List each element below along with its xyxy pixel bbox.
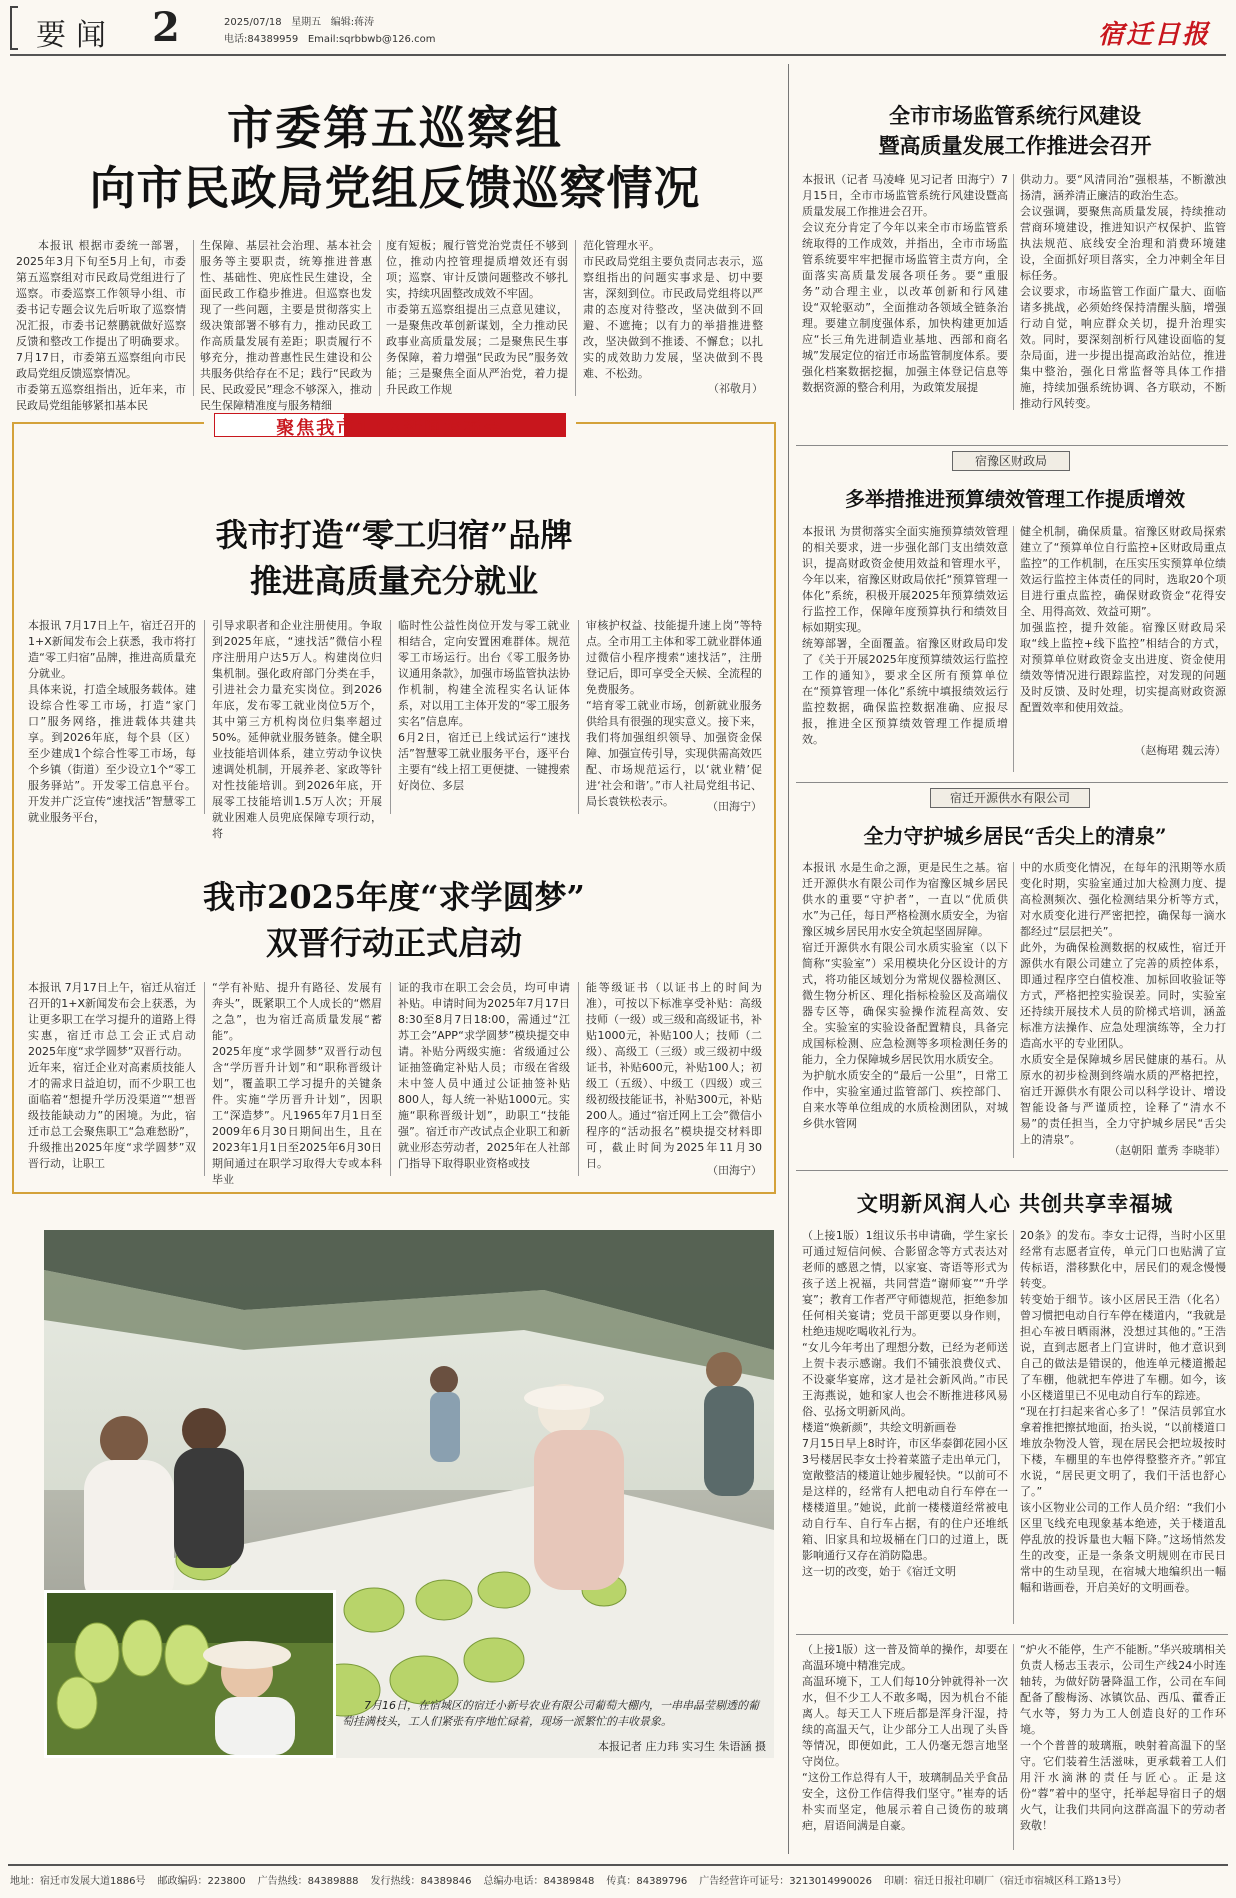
dream-divider-1 bbox=[204, 982, 205, 1176]
footer-rule bbox=[8, 1864, 1228, 1866]
header-rule bbox=[10, 54, 1226, 56]
gig-col-2: 引导求职者和企业注册使用。争取到2025年底，“速找活”微信小程序注册用户达5万人。构建岗位归集机制。强化政府部门分类在手，引进社会力量充实岗位。到2026年底，发布零工就业岗位5万个，其中第三方机构岗位归集率超过50%。延伸就业服务链条。健全职业技能培训体系，建立劳动争议快速调处机制，开展养老、家政等针对性技能培训。到2026年底，开展零工技能培训1.5万人次；开展就业困难人员兜底保障专项行动，将 bbox=[212, 619, 382, 840]
footer-distribution: 发行热线：84389846 bbox=[370, 1876, 472, 1887]
budget-divider bbox=[1013, 526, 1014, 772]
market-col-2: 供动力。要“风清同治”强根基，不断激浊扬清，涵养清正廉洁的政治生态。 会议强调，要聚焦高质量发展，持续推动营商环境建设，推进知识产权保护、监管执法规范、底线安全治理和消费环境建设，全面抓好项目落实，全力冲刺全年目标任务。 会议要求，市场监管工作面广量大、面临诸多挑战，必须始终保持清醒头脑，增强行动自觉，响应群众关切，提升治理实效。同时，要深刻剖析行风建设面临的复杂局面，进一步提出提高政治站位，推进集中整治，强化日常监督等具体工作措施，持续加强系统协调、各方联动，不断推动行风转变。 bbox=[1020, 173, 1226, 410]
civil-col-2: 20条》的发布。李女士记得，当时小区里经常有志愿者宣传，单元门口也贴满了宣传标语，潜移默化中，居民们的观念慢慢转变。 转变始于细节。该小区居民王浩（化名）曾习惯把电动自行车停在楼道内，“我就是担心车被日晒雨淋，没想过其他的。”王浩说，直到志愿者上门宣讲时，他才意识到自己的做法是错误的，他连单元楼道搬起了车棚，他就把车停进了车棚。如今，该小区楼道里已不见电动自行车的踪迹。 “现在打扫起来省心多了！”保洁员郭宜水拿着推把擦拭地面，抬头说，“以前楼道口堆放杂物没人管，现在居民会把垃圾按时下楼，车棚里的车也停得整整齐齐。”郭宜水说，“居民更文明了，我们干活也舒心了。” 该小区物业公司的工作人员介绍：“我们小区里飞线充电现象基本绝迹，关于楼道乱停乱放的投诉量也大幅下降。”这场悄然发生的改变，正是一条条文明规则在市民日常中的生动呈现，在宿城大地编织出一幅幅和谐画卷，开启美好的文明画卷。 bbox=[1020, 1229, 1226, 1594]
civil-title: 文明新风润人心 共创共享幸福城 bbox=[856, 1191, 1174, 1216]
focus-banner bbox=[204, 412, 576, 438]
header-phone: 电话:84389959 bbox=[224, 34, 299, 45]
budget-tag: 宿豫区财政局 bbox=[952, 451, 1070, 471]
header-date: 2025/07/18 bbox=[224, 17, 282, 28]
civil-col-1: （上接1版）1组议乐书申请确，学生家长可通过短信问候、合影留念等方式表达对老师的感恩之情，以家宴、寄语等形式为孩子送上祝福，共同营造“谢师宴”“升学宴”；教育工作者严守师德规范，拒绝参加任何相关宴请；党员干部更要以身作则，杜绝违规吃喝收礼行为。 “女儿今年考出了理想分数，已经为老师送上贺卡表示感谢。我们不铺张浪费仪式、不设豪华宴席，这才是社会新风尚。”市民王海燕说，她和家人也会不断推进移风易俗、弘扬文明新风尚。 楼道“焕新颜”，共绘文明新画卷 7月15日早上8时许，市区华泰御花园小区3号楼居民李女士拎着菜篮子走出单元门，宽敞整洁的楼道让她步履轻快。“以前可不是这样的，经常有人把电动自行车停在一楼楼道里。”她说，此前一楼楼道经常被电动自行车、自行车占据，有的住户还堆纸箱、旧家具和垃圾桶在门口的过道上，既影响通行又存在消防隐患。 这一切的改变，始于《宿迁文明 bbox=[802, 1229, 1008, 1578]
gig-divider-3 bbox=[578, 620, 579, 814]
lead-col-3: 度有短板；履行管党治党责任不够到位，推动内控管理提质增效还有弱项；巡察、审计反馈问题整改不够扎实，持续巩固整改成效不牢固。 市委第五巡察组提出三点意见建议，一是聚焦改革创新谋划，全力推动民政事业高质量发展；二是聚焦民生事务保障，着力增强“民政为民”服务效能；三是聚焦全面从严治党，着力提升民政工作规 bbox=[386, 239, 568, 396]
gig-col-1: 本报讯 7月17日上午，宿迁召开的1+X新闻发布会上获悉，我市将打造“零工归宿”品牌，推进高质量充分就业。 具体来说，打造全域服务载体。建设综合性零工市场，打造“家门口”服务网络，推进载体共建共享。到2026年底，每个县（区）至少建成1个综合性零工市场，每个乡镇（街道）至少设立1个“零工服务驿站”。开发零工信息平台。开发并广泛宣传“速找活”智慧零工就业服务平台， bbox=[28, 619, 196, 824]
main-divider bbox=[788, 64, 789, 1854]
header-editor: 编辑:蒋涛 bbox=[330, 17, 375, 28]
civil-divider-2 bbox=[1013, 1644, 1014, 1850]
water-col-1: 本报讯 水是生命之源，更是民生之基。宿迁开源供水有限公司作为宿豫区城乡居民供水的重要“守护者”，一直以“优质供水”为己任，每日严格检测水质安全，为宿豫区城乡居民用水安全筑起坚固屏障。 宿迁开源供水有限公司水质实验室（以下简称“实验室”）采用模块化分区设计的方式，将功能区域划分为常规仪器检测区、微生物分析区、理化指标检验区及高端仪器专区等，确保实验操作流程高效、安全。实验室的实验设备配置精良，具备完成国标检测、应急检测等多项检测任务的能力，全力保障城乡居民饮用水质安全。 为护航水质安全的“最后一公里”，日常工作中，实验室通过监管部门、疾控部门、自来水等单位组成的水质检测团队，对城乡供水管网 bbox=[802, 861, 1008, 1130]
footer-postcode: 邮政编码：223800 bbox=[157, 1876, 246, 1887]
water-title: 全力守护城乡居民“舌尖上的清泉” bbox=[863, 824, 1167, 848]
budget-byline: （赵梅珺 魏云涛） bbox=[1134, 744, 1226, 757]
market-title-line1: 全市市场监管系统行风建设 bbox=[889, 103, 1141, 128]
civil-col-4: “炉火不能停，生产不能断。”华兴玻璃相关负责人杨志玉表示，公司生产线24小时连轴转，为做好防暑降温工作，公司在车间配备了酸梅汤、冰镇饮品、西瓜、藿香正气水等，努力为工人创造良好的工作环境。 一个个普普的玻璃瓶，映射着高温下的坚守。它们装着生活滋味，更承载着工人们用汗水滴淋的责任与匠心。正是这份“蓉”着中的坚守，托举起导宿日子的烟火气，让我们共同向这群高温下的劳动者致敬！ bbox=[1020, 1643, 1226, 1832]
market-bottom-rule bbox=[796, 445, 1228, 446]
budget-col-1: 本报讯 为贯彻落实全面实施预算绩效管理的相关要求，进一步强化部门支出绩效意识，提高财政资金使用效益和管理水平，今年以来，宿豫区财政局依托“预算管理一体化”系统，积极开展2025年预算绩效运行监控工作，保障年度预算执行和绩效目标如期实现。 统筹部署，全面覆盖。宿豫区财政局印发了《关于开展2025年度预算绩效运行监控工作的通知》，要求全区所有预算单位在“预算管理一体化”系统中填报绩效运行监控数据，确保监控数据准确、应报尽报，推进全区预算绩效管理工作提质增效。 bbox=[802, 525, 1008, 746]
dream-divider-2 bbox=[390, 982, 391, 1176]
lead-title-line1: 市委第五巡察组 bbox=[227, 101, 563, 155]
budget-col-2: 健全机制，确保质量。宿豫区财政局探索建立了“预算单位自行监控+区财政局重点监控”的工作机制，在压实压实预算单位绩效运行监控主体责任的同时，选取20个项目进行重点监控，确保财政资金“花得安全、用得高效、效益可期”。 加强监控，提升效能。宿豫区财政局采取“线上监控+线下监控”相结合的方式，对预算单位财政资金支出进度、资金使用绩效等情况进行跟踪监控，对发现的问题及时反馈、及时处理，切实提高财政资源配置效率和使用效益。 bbox=[1020, 525, 1226, 714]
footer-fax: 传真：84389796 bbox=[606, 1876, 688, 1887]
dream-col-4: 能等级证书（以证书上的时间为准），可按以下标准享受补贴：高级技师（一级）或三级和高级证书，补贴1000元，补贴100人；技师（二级）、高级工（三级）或三级初中级证书，补贴600元，补贴100人；初级工（五级）、中级工（四级）或三级初级技能证书，补贴300元，补贴200人。通过“宿迁网上工会”微信小程序的“活动报名”模块提交材料即可，截止时间为2025年11月30日。 bbox=[586, 981, 762, 1170]
dream-col-2: “学有补贴、提升有路径、发展有奔头”，既紧职工个人成长的“燃眉之急”，也为宿迁高质量发展“蓄能”。 2025年度“求学圆梦”双晋行动包含“学历晋升计划”和“职称晋级计划”，覆盖职工学习提升的关键条件。实施“学历晋升计划”，因职工“深造梦”。凡1965年7月1日至2009年6月30日期间出生，且在2023年1月1日至2025年6月30日期间通过在职学习取得大专或本科毕业 bbox=[212, 981, 382, 1186]
gig-byline: （田海宁） bbox=[707, 800, 762, 813]
water-byline: （赵朝阳 董秀 李晓菲） bbox=[1109, 1144, 1226, 1157]
lead-col-1: 本报讯 根据市委统一部署，2025年3月下旬至5月上旬，市委第五巡察组对市民政局党组进行了巡察。市委巡察工作领导小组、市委书记专题会议先后听取了巡察情况汇报，市委书记蔡鹏就做好巡察反馈和整改工作提出了明确要求。7月17日，市委第五巡察组向市民政局党组反馈巡察情况。 市委第五巡察组指出，近年来，市民政局党组能够紧扣基本民 bbox=[16, 239, 186, 412]
budget-bottom-rule bbox=[796, 782, 1228, 783]
gig-col-3: 临时性公益性岗位开发与零工就业相结合，定向安置困难群体。规范零工市场运行。出台《零工服务协议通用条款》，加强市场监管执法协作机制，构建全流程实名认证体系，对以用工主体开发的“零工服务实名”信息库。 6月2日，宿迁已上线试运行“速找活”智慧零工就业服务平台，逐平台主要有“线上招工更便捷、一键搜索好岗位、多层 bbox=[398, 619, 570, 792]
grape-inset-photo bbox=[44, 1590, 336, 1758]
page-header bbox=[0, 0, 1236, 58]
grape-harvest-photo bbox=[44, 1230, 774, 1758]
budget-title: 多举措推进预算绩效管理工作提质增效 bbox=[845, 487, 1185, 511]
civil-bottom-rule bbox=[796, 1634, 1228, 1635]
section-name: 要闻 bbox=[36, 18, 116, 53]
header-weekday: 星期五 bbox=[291, 17, 322, 28]
footer-ad-hotline: 广告热线：84389888 bbox=[257, 1876, 359, 1887]
market-title-line2: 暨高质量发展工作推进会召开 bbox=[878, 133, 1152, 158]
footer-ad-license: 广告经营许可证号：3213014990026 bbox=[699, 1876, 872, 1887]
gig-title-line1: 我市打造“零工归宿”品牌 bbox=[215, 516, 573, 554]
dream-col-3: 证的我市在职工会会员，均可申请补贴。申请时间为2025年7月17日8:30至8月7日18:00，需通过“江苏工会”APP“求学圆梦”模块提交申请。补贴分两级实施：省级通过公证抽签确定补贴人员；市级在省级未中签人员中通过公证抽签补贴800人，每人统一补贴1000元。实施“职称晋级计划”，助职工“技能强”。宿迁市产改试点企业职工和新就业形态劳动者，2025年在人社部门指导下取得职业资格或技 bbox=[398, 981, 570, 1170]
inset-illustration bbox=[47, 1593, 333, 1755]
masthead-logo: 宿迁日报 bbox=[1098, 20, 1211, 50]
footer-printer: 印刷：宿迁日报社印刷厂（宿迁市宿城区科工路13号） bbox=[883, 1876, 1127, 1887]
lead-col-4: 范化管理水平。 市民政局党组主要负责同志表示，巡察组指出的问题实事求是、切中要害，深刻到位。市民政局党组将以严肃的态度对待整改，坚决做到不回避、不遮掩；以有力的举措推进整改，坚决做到不推诿、不懈怠；以扎实的成效助力发展，坚决做到不畏难、不松劲。 bbox=[583, 239, 763, 380]
header-meta-line2 bbox=[224, 30, 435, 45]
dream-title-line2: 双晋行动正式启动 bbox=[265, 924, 522, 962]
footer bbox=[10, 1872, 1230, 1887]
footer-address: 地址：宿迁市发展大道1886号 bbox=[10, 1876, 146, 1887]
market-divider bbox=[1013, 174, 1014, 410]
lead-divider-2 bbox=[379, 240, 380, 396]
header-email: Email:sqrbbwb@126.com bbox=[307, 34, 436, 45]
photo-caption: 7月16日，在宿城区的宿迁小新号农业有限公司葡萄大棚内，一串串晶莹剔透的葡萄挂满枝头，工人们紧张有序地忙碌着，现场一派繁忙的丰收景象。 bbox=[342, 1699, 759, 1728]
water-tag: 宿迁开源供水有限公司 bbox=[930, 788, 1090, 808]
dream-title-line1: 我市2025年度“求学圆梦” bbox=[203, 878, 585, 916]
header-left-bracket bbox=[10, 6, 18, 50]
market-col-1: 本报讯（记者 马凌峰 见习记者 田海宁）7月15日，全市市场监管系统行风建设暨高质量发展工作推进会召开。 会议充分肯定了今年以来全市市场监管系统取得的工作成效，并指出，全市市场监管系统要牢牢把握市场监管主责方向，全面落实高质量发展各项任务。要“重服务”动合理主业，以改革创新和行风建设“双轮驱动”，全面推动各领域全链条治理。要建立制度强体系，加快构建更加适应“长三角先进制造业基地、西部和商名城”发展定位的宿迁市场监管制度体系。要强化档案数据挖掘，加强主体登记信息等数据资源的整合利用，为政策发展提 bbox=[802, 173, 1008, 394]
dream-divider-3 bbox=[578, 982, 579, 1176]
water-bottom-rule bbox=[796, 1170, 1228, 1171]
dream-col-1: 本报讯 7月17日上午，宿迁从宿迁召开的1+X新闻发布会上获悉，为让更多职工在学习提升的道路上得实惠，宿迁市总工会正式启动2025年度“求学圆梦”双晋行动。 近年来，宿迁企业对高素质技能人才的需求日益迫切，而不少职工也面临着“想提升学历没渠道”“想晋级技能缺动力”的困境。为此，宿迁市总工会聚焦职工“急难愁盼”，升级推出2025年度“求学圆梦”双晋行动，让职工 bbox=[28, 981, 196, 1170]
lead-col-2: 生保障、基层社会治理、基本社会服务等主要职责，统筹推进普惠性、基础性、兜底性民生建设，全面民政工作稳步推进。但巡察也发现了一些问题，主要是贯彻落实上级决策部署不够有力，推动民政工作高质量发展有差距；职责履行不够充分，推动普惠性民生建设和公共服务供给存在不足；践行“民政为民、民政爱民”理念不够深入，推动民生保障精准度与服务精细 bbox=[200, 239, 372, 412]
gig-divider-1 bbox=[204, 620, 205, 814]
civil-divider bbox=[1013, 1230, 1014, 1624]
dream-byline: （田海宁） bbox=[707, 1164, 762, 1177]
water-divider bbox=[1013, 862, 1014, 1158]
lead-divider-1 bbox=[193, 240, 194, 396]
water-col-2: 中的水质变化情况，在每年的汛期等水质变化时期，实验室通过加大检测力度、提高检测频次、强化检测结果分析等方式，对水质变化进行严密把控，确保每一滴水都经过“层层把关”。 此外，为确保检测数据的权威性，宿迁开源供水有限公司建立了完善的质控体系，即通过程序空白值校准、加标回收验证等方式，严格把控实验误差。同时，实验室还持续开展技术人员的阶梯式培训，涵盖标准方法操作、应急处理演练等，全力打造高水平的专业团队。 水质安全是保障城乡居民健康的基石。从原水的初步检测到终端水质的严格把控，宿迁开源供水有限公司以科学设计、增设智能设备与严谨质控，诠释了“清水不易”的责任担当，全力守护城乡居民“舌尖上的清泉”。 bbox=[1020, 861, 1226, 1146]
header-meta-line1 bbox=[224, 13, 374, 28]
gig-divider-2 bbox=[390, 620, 391, 814]
lead-divider-3 bbox=[575, 240, 576, 396]
footer-switchboard: 总编办电话：84389848 bbox=[483, 1876, 595, 1887]
lead-byline: （祁敬月） bbox=[708, 382, 763, 395]
lead-title-line2: 向市民政局党组反馈巡察情况 bbox=[89, 161, 701, 215]
page-number: 2 bbox=[152, 4, 180, 51]
gig-col-4: 审核护权益、技能提升速上岗”等特点。全市用工主体和零工就业群体通过微信小程序搜索“速找活”，注册登记后，即可享受全天候、全流程的免费服务。 “培育零工就业市场，创新就业服务供给具有很强的现实意义。接下来，我们将加强组织领导、加强资金保障、加强宣传引导，实现供需高效匹配、市场规范运行，以‘就业精’促进‘社会和谐’。”市人社局党组书记、局长袁铁松表示。 bbox=[586, 619, 762, 808]
photo-credit: 本报记者 庄力玮 实习生 朱语涵 摄 bbox=[598, 1740, 766, 1753]
gig-title-line2: 推进高质量充分就业 bbox=[249, 562, 538, 600]
focus-banner-label: 聚焦我市1+X新闻发布会 bbox=[276, 418, 504, 439]
civil-col-3: （上接1版）这一普及简单的操作，却要在高温环境中精准完成。 高温环境下，工人们每10分钟就得补一次水，但不少工人不敢多喝，因为机台不能离人。每天工人下班后都是浑身汗湿，持续的高温天气，让少部分工人出现了头昏等情况，即便如此，工人仍毫无怨言地坚守岗位。 “这份工作总得有人干，玻璃制品关乎食品安全，这份工作信得我们坚守。”崔寿的话朴实而坚定，他展示着自己烫伤的玻璃疤，眉语间满是自豪。 bbox=[802, 1643, 1008, 1832]
